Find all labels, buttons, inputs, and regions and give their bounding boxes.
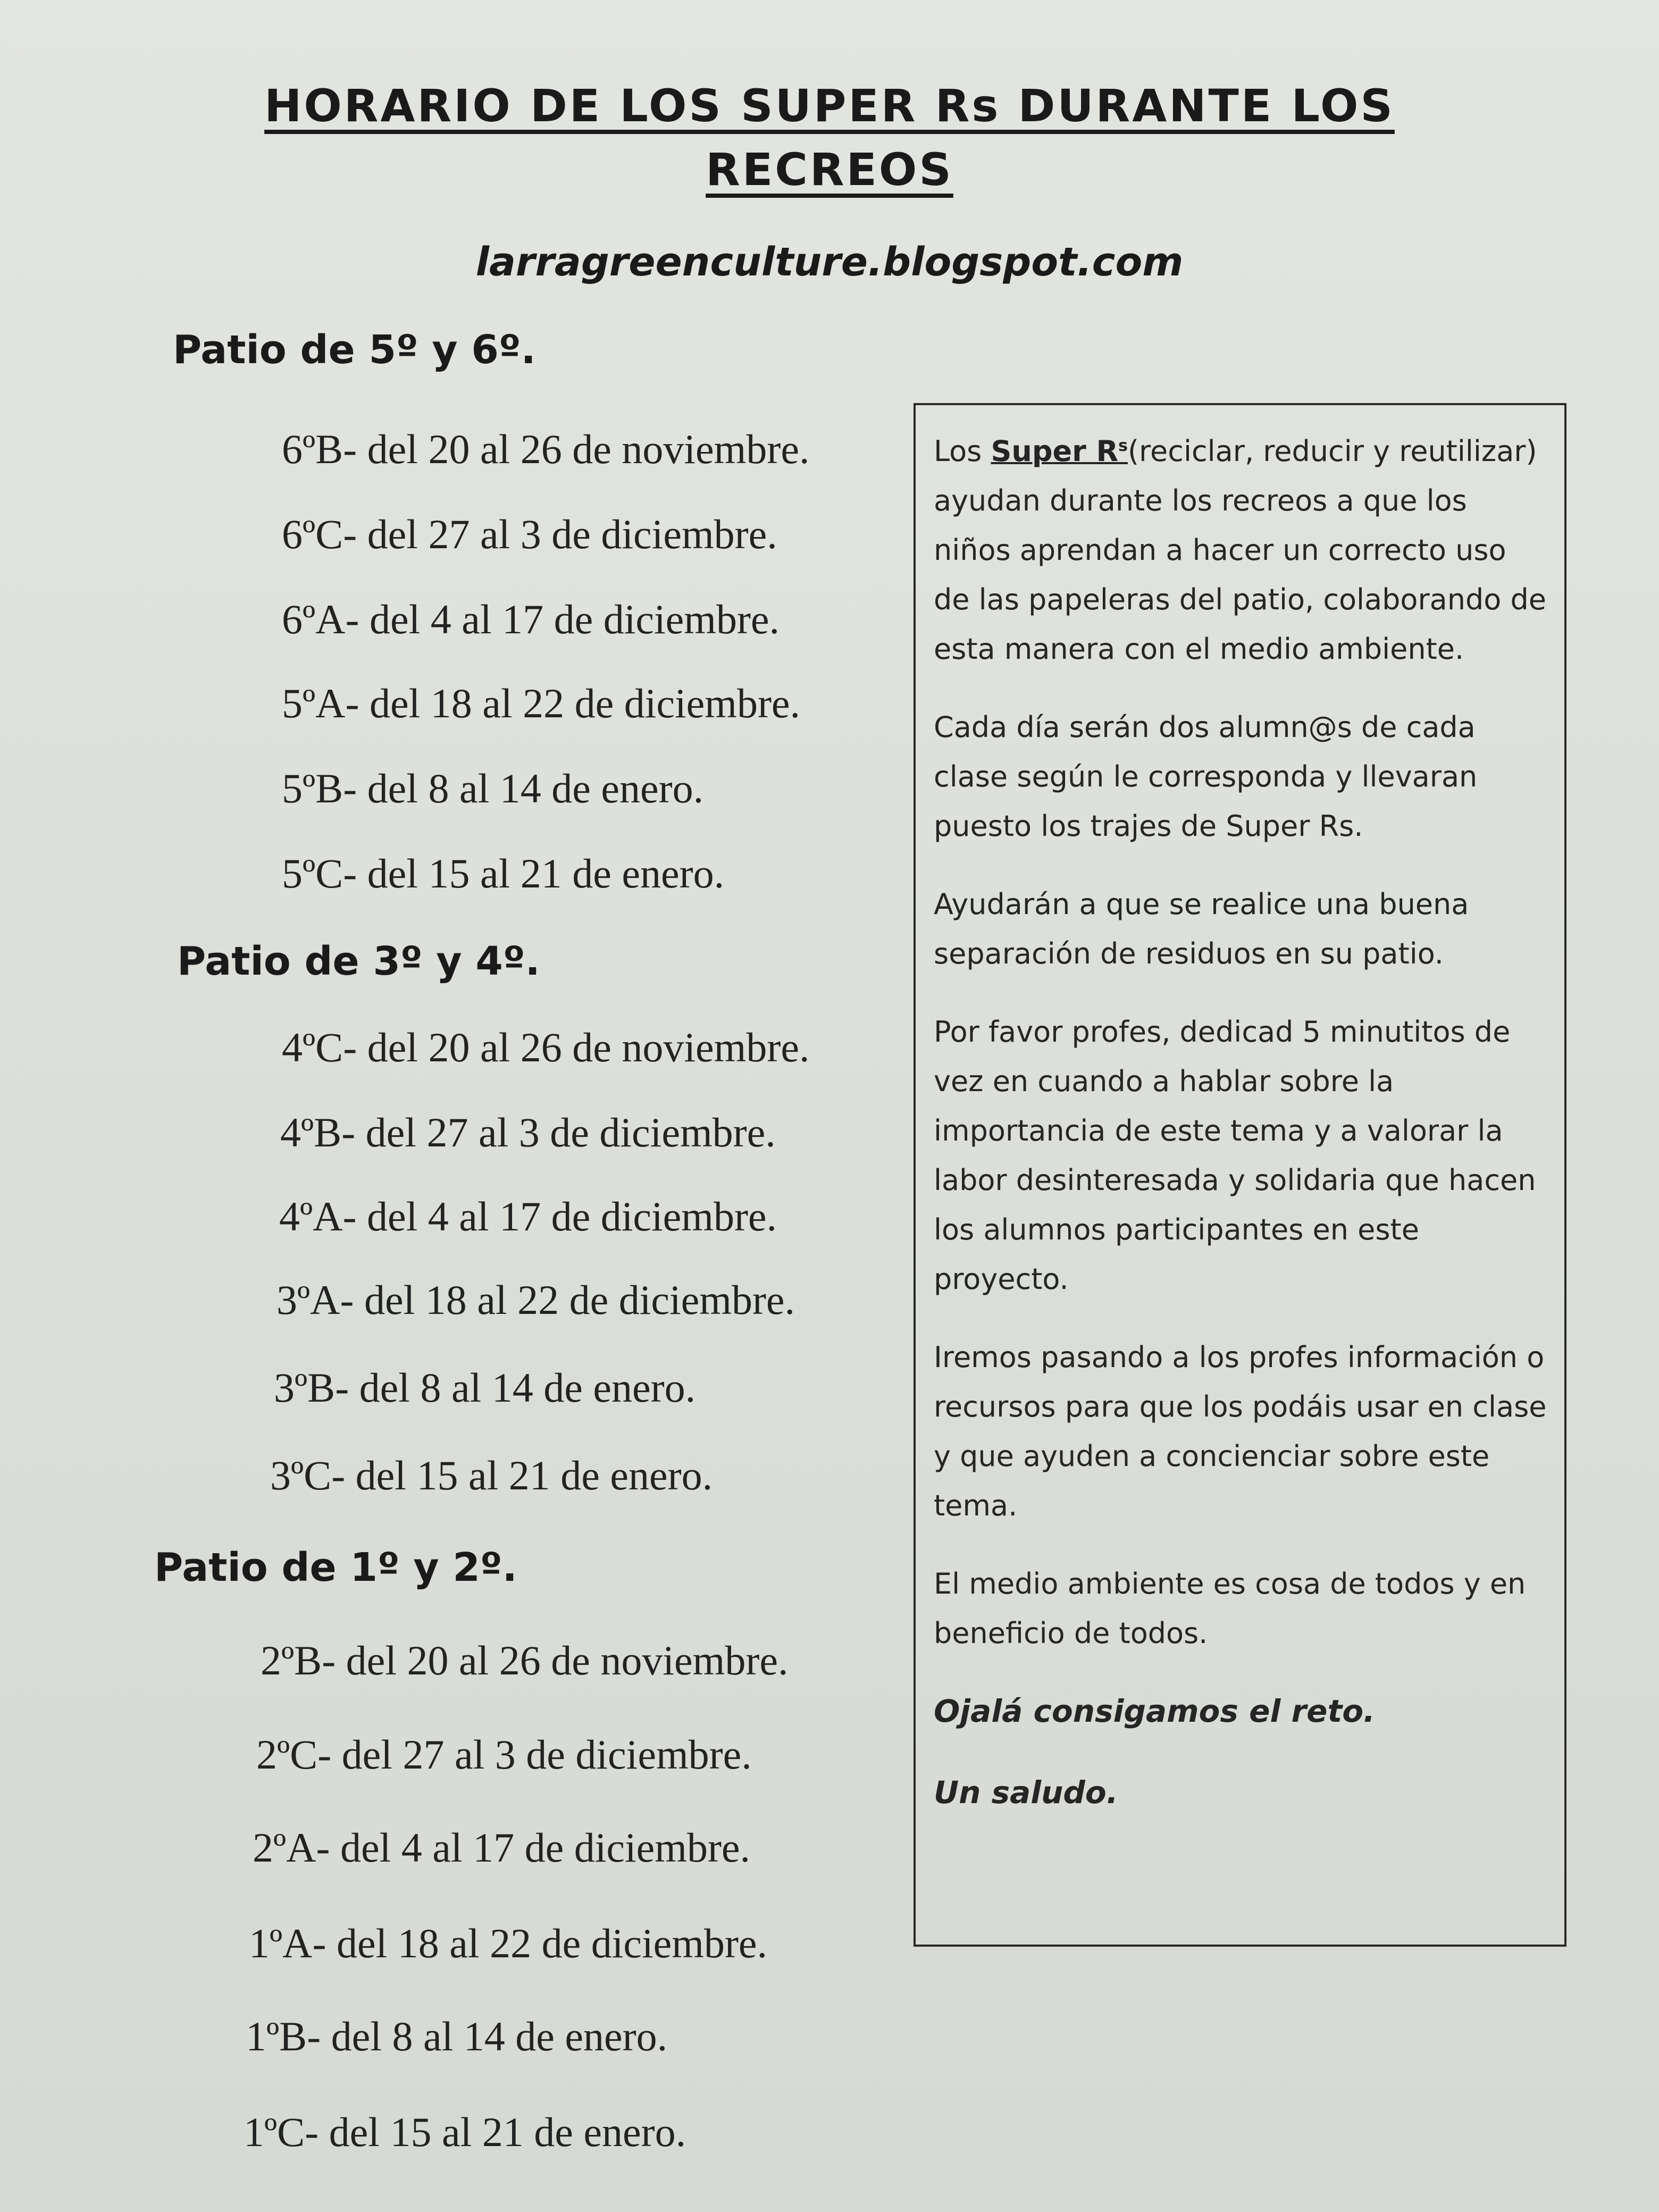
info-paragraph-intro — [934, 421, 1549, 674]
intro-text: (reciclar, reducir y reutilizar) ayudan durante los recreos a que los niños aprendan a hacer un correcto uso de las papeleras del patio, colaborando de esta manera con el medio ambiente. — [934, 434, 1546, 666]
schedule-entry: 2ºA- del 4 al 17 de diciembre. — [253, 1824, 751, 1871]
closing-greeting: Un saludo. — [934, 1774, 1118, 1811]
schedule-entry: 4ºC- del 20 al 26 de noviembre. — [282, 1024, 810, 1070]
schedule-entry: 5ºA- del 18 al 22 de diciembre. — [282, 680, 801, 726]
info-paragraph: Iremos pasando a los profes información o recursos para que los podáis usar en clase y que ayuden a concienciar sobre este tema. — [934, 1340, 1547, 1522]
section-heading-patio-3-4: Patio de 3º y 4º. — [177, 939, 540, 984]
info-paragraph: El medio ambiente es cosa de todos y en beneficio de todos. — [934, 1567, 1526, 1650]
schedule-entry: 3ºC- del 15 al 21 de enero. — [270, 1452, 713, 1498]
schedule-entry: 4ºA- del 4 al 17 de diciembre. — [279, 1193, 777, 1239]
schedule-entry: 3ºB- del 8 al 14 de enero. — [274, 1364, 696, 1411]
info-paragraph: Ayudarán a que se realice una buena separación de residuos en su patio. — [934, 887, 1469, 970]
blog-url: larragreenculture.blogspot.com — [475, 239, 1184, 285]
schedule-entry: 1ºA- del 18 al 22 de diciembre. — [249, 1920, 768, 1966]
schedule-entry: 5ºB- del 8 al 14 de enero. — [282, 765, 704, 811]
schedule-entry: 6ºB- del 20 al 26 de noviembre. — [282, 426, 810, 472]
title-line-2: RECREOS — [706, 144, 953, 196]
schedule-entry: 5ºC- del 15 al 21 de enero. — [282, 850, 725, 896]
title-line-1: HORARIO DE LOS SUPER Rs DURANTE LOS — [264, 80, 1395, 132]
closing-challenge: Ojalá consigamos el reto. — [934, 1693, 1376, 1729]
schedule-entry: 1ºC- del 15 al 21 de enero. — [244, 2109, 686, 2155]
info-box — [914, 403, 1566, 1947]
section-heading-patio-5-6: Patio de 5º y 6º. — [173, 327, 536, 373]
info-paragraph: Por favor profes, dedicad 5 minutitos de vez en cuando a hablar sobre la importancia de este tema y a valorar la labor desinteresada y solidaria que hacen los alumnos participantes en este proyecto. — [934, 1015, 1536, 1296]
schedule-entry: 6ºC- del 27 al 3 de diciembre. — [282, 511, 777, 557]
schedule-entry: 2ºC- del 27 al 3 de diciembre. — [256, 1731, 752, 1778]
super-rs-label: Super $R^s$ — [991, 434, 1128, 468]
section-heading-patio-1-2: Patio de 1º y 2º. — [154, 1545, 517, 1590]
schedule-entry: 1ºB- del 8 al 14 de enero. — [246, 2013, 668, 2059]
info-paragraph: Cada día serán dos alumn@s de cada clase según le corresponda y llevaran puesto los trajes de Super Rs. — [934, 710, 1478, 843]
schedule-entry: 4ºB- del 27 al 3 de diciembre. — [280, 1109, 776, 1155]
intro-prefix: Los — [934, 434, 991, 468]
schedule-entry: 6ºA- del 4 al 17 de diciembre. — [282, 596, 780, 642]
schedule-entry: 3ºA- del 18 al 22 de diciembre. — [276, 1277, 795, 1323]
schedule-entry: 2ºB- del 20 al 26 de noviembre. — [261, 1637, 789, 1683]
